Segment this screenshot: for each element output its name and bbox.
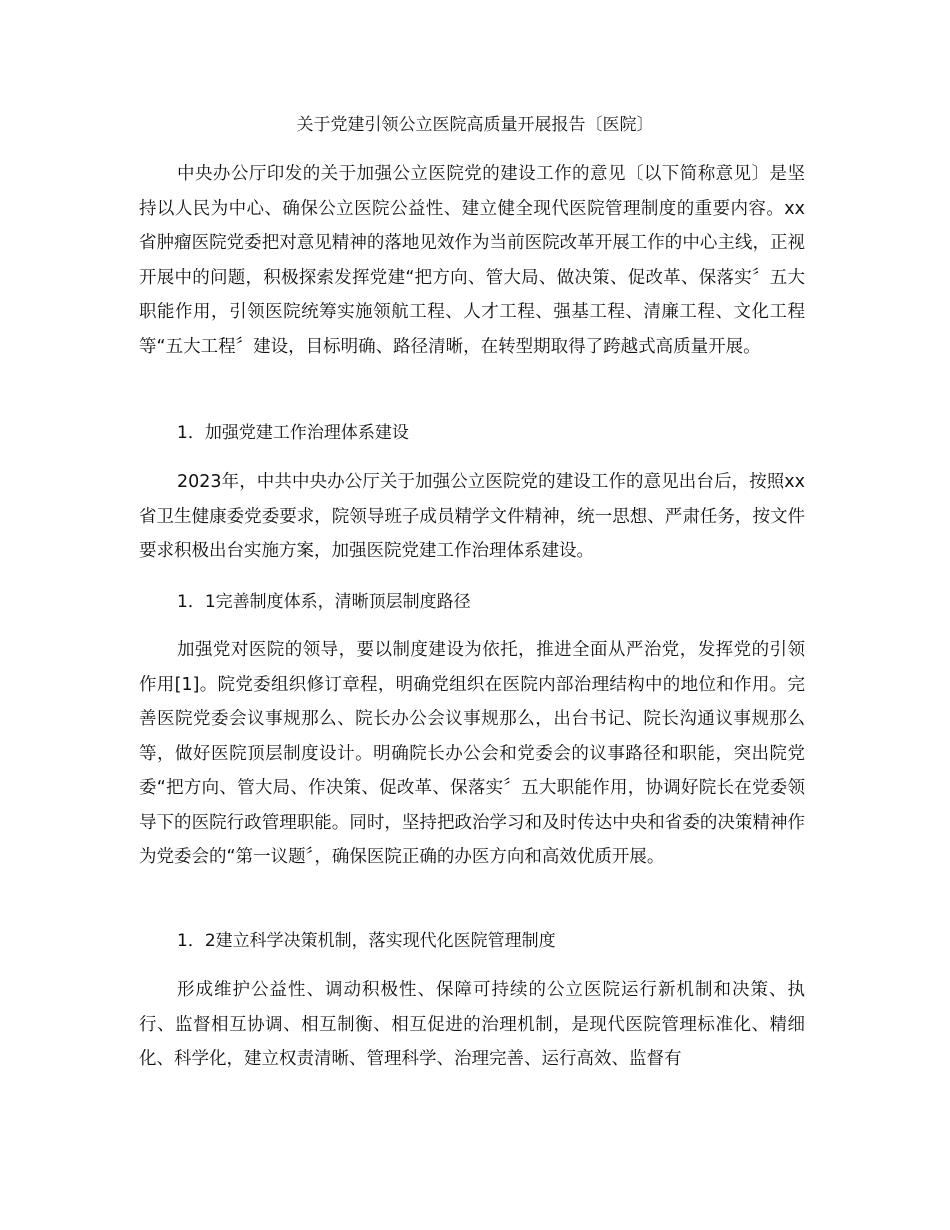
section-1-2-heading: 1．2建立科学决策机制，落实现代化医院管理制度 xyxy=(177,931,556,951)
section-1-1-paragraph: 加强党对医院的领导，要以制度建设为依托，推进全面从严治党，发挥党的引领作用[1]。院党委组织修订章程，明确党组织在医院内部治理结构中的地位和作用。完善医院党委会议事规那么、院长办公会议事规那么，出台书记、院长沟通议事规那么等，做好医院顶层制度设计。明确院长办公会和党委会的议事路径和职能，突出院党委“把方向、管大局、作决策、促改革、保落实〞五大职能作用，协调好院长在党委领导下的医院行政管理职能。同时，坚持把政治学习和及时传达中央和省委的决策精神作为党委会的“第一议题〞，确保医院正确的办医方向和高效优质开展。 xyxy=(139,640,805,867)
section-1-paragraph: 2023年，中共中央办公厅关于加强公立医院党的建设工作的意见出台后，按照xx省卫生健康委党委要求，院领导班子成员精学文件精神，统一思想、严肃任务，按文件要求积极出台实施方案，加强医院党建工作治理体系建设。 xyxy=(139,472,805,561)
section-1-2-paragraph: 形成维护公益性、调动积极性、保障可持续的公立医院运行新机制和决策、执行、监督相互协调、相互制衡、相互促进的治理机制，是现代医院管理标准化、精细化、科学化，建立权责清晰、管理科学、治理完善、运行高效、监督有 xyxy=(139,980,805,1069)
intro-paragraph: 中央办公厅印发的关于加强公立医院党的建设工作的意见〔以下简称意见〕是坚持以人民为中心、确保公立医院公益性、建立健全现代医院管理制度的重要内容。xx省肿瘤医院党委把对意见精神的落地见效作为当前医院改革开展工作的中心主线，正视开展中的问题，积极探索发挥党建“把方向、管大局、做决策、促改革、保落实〞五大职能作用，引领医院统筹实施领航工程、人才工程、强基工程、清廉工程、文化工程等“五大工程〞建设，目标明确、路径清晰，在转型期取得了跨越式高质量开展。 xyxy=(139,164,805,357)
section-1-heading: 1．加强党建工作治理体系建设 xyxy=(177,423,409,443)
section-1-1-heading: 1．1完善制度体系，清晰顶层制度路径 xyxy=(177,592,471,612)
document-title: 关于党建引领公立医院高质量开展报告〔医院〕 xyxy=(296,115,654,135)
